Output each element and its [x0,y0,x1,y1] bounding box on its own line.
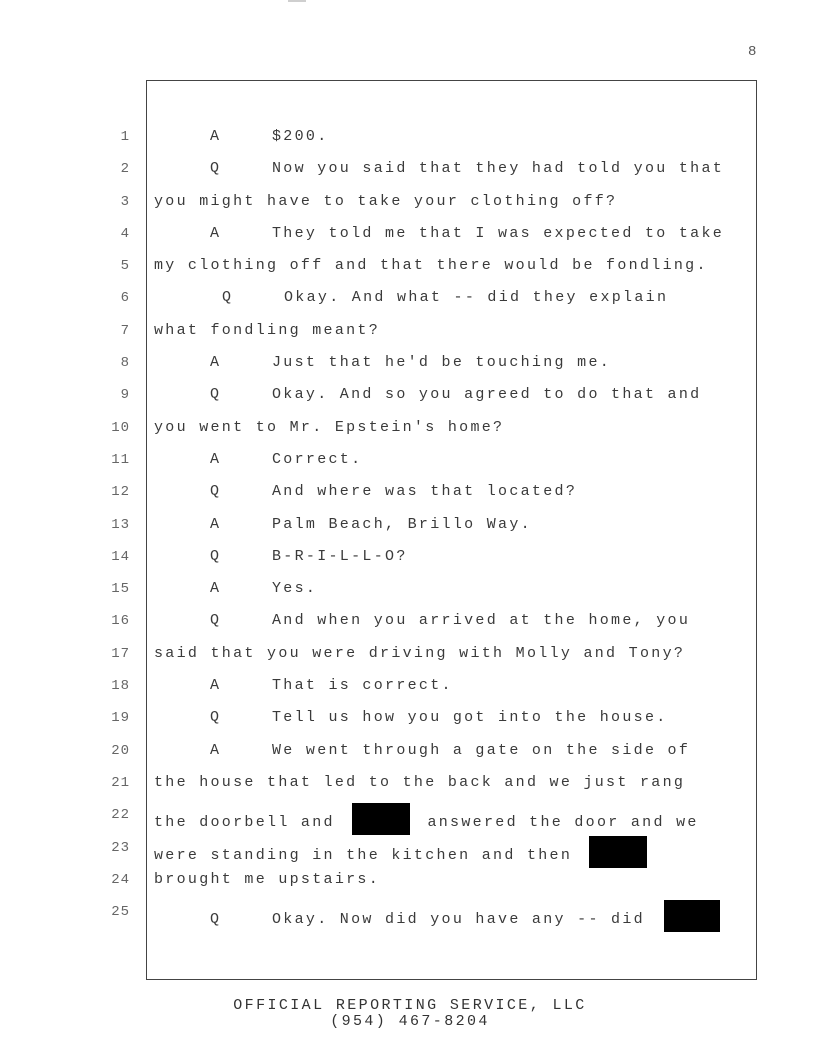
redaction-block [589,836,647,868]
line-text: They told me that I was expected to take [272,224,725,242]
speaker-label: A [210,580,222,598]
transcript-frame-bottom [146,979,756,980]
speaker-label: Q [210,483,222,501]
line-number: 24 [111,871,130,888]
line-text: Correct. [272,450,363,468]
transcript-line [154,577,754,609]
transcript-body [154,125,754,932]
line-text: We went through a gate on the side of [272,741,691,759]
line-number: 9 [120,387,130,404]
transcript-line [154,448,754,480]
line-text: Now you said that they had told you that [272,160,725,178]
transcript-frame-left [146,80,147,980]
transcript-line [154,351,754,383]
transcript-line [154,545,754,577]
line-text: you went to Mr. Epstein's home? [154,418,505,436]
line-number: 25 [111,904,130,921]
speaker-label: A [210,128,222,145]
line-number: 19 [111,710,130,727]
line-number: 2 [120,161,130,178]
line-number: 22 [111,807,130,824]
transcript-line [154,222,754,254]
line-text: Okay. And so you agreed to do that and [272,386,702,404]
transcript-line [154,254,754,286]
line-number: 4 [120,225,130,242]
line-text: brought me upstairs. [154,870,381,888]
transcript-line [154,125,754,157]
redaction-block [352,803,410,835]
line-text: Yes. [272,580,318,598]
line-text: And where was that located? [272,483,578,501]
transcript-line [154,771,754,803]
line-number: 5 [120,258,130,275]
transcript-line [154,900,754,932]
line-text: my clothing off and that there would be fondling. [154,257,708,275]
line-text: That is correct. [272,677,453,695]
transcript-line [154,416,754,448]
transcript-line [154,706,754,738]
scan-artifact [288,0,306,2]
speaker-label: Q [222,289,234,307]
line-number: 17 [111,645,130,662]
speaker-label: Q [210,709,222,727]
line-number: 8 [120,355,130,372]
line-text: the doorbell and [154,814,335,832]
line-number: 11 [111,451,130,468]
line-text: And when you arrived at the home, you [272,612,691,630]
transcript-line [154,190,754,222]
line-number: 12 [111,484,130,501]
transcript-line [154,803,754,835]
line-number: 14 [111,548,130,565]
line-text: you might have to take your clothing off? [154,192,618,210]
speaker-label: A [210,354,222,372]
transcript-line [154,480,754,512]
line-number: 3 [120,193,130,210]
line-number: 15 [111,581,130,598]
speaker-label: A [210,741,222,759]
line-text-continued: answered the door and we [427,814,699,832]
line-text: said that you were driving with Molly and Tony? [154,644,686,662]
transcript-frame-right [756,80,757,980]
line-number: 13 [111,516,130,533]
transcript-line [154,674,754,706]
transcript-line [154,609,754,641]
line-number: 1 [120,129,130,145]
transcript-line [154,319,754,351]
transcript-line [154,383,754,415]
transcript-line [154,157,754,189]
line-text: Palm Beach, Brillo Way. [272,515,532,533]
line-text: the house that led to the back and we just rang [154,773,686,791]
line-number: 20 [111,742,130,759]
line-text: Okay. Now did you have any -- did [272,911,645,929]
line-number: 7 [120,322,130,339]
line-number: 6 [120,290,130,307]
transcript-line [154,642,754,674]
line-text: Just that he'd be touching me. [272,354,612,372]
footer-company: OFFICIAL REPORTING SERVICE, LLC [233,997,587,1014]
line-number: 23 [111,839,130,856]
footer-phone: (954) 467-8204 [330,1013,490,1030]
line-text: were standing in the kitchen and then [154,846,573,864]
speaker-label: A [210,677,222,695]
speaker-label: Q [210,911,222,929]
line-text: what fondling meant? [154,321,381,339]
line-number: 10 [111,419,130,436]
line-number: 21 [111,774,130,791]
line-text: $200. [272,128,329,145]
line-text: B-R-I-L-L-O? [272,547,408,565]
speaker-label: A [210,224,222,242]
transcript-line [154,286,754,318]
speaker-label: Q [210,386,222,404]
page-number: 8 [748,44,757,60]
line-number: 18 [111,678,130,695]
line-number: 16 [111,613,130,630]
transcript-line [154,513,754,545]
speaker-label: Q [210,547,222,565]
transcript-line [154,836,754,868]
transcript-frame-top [146,80,756,81]
speaker-label: A [210,450,222,468]
speaker-label: A [210,515,222,533]
line-text: Tell us how you got into the house. [272,709,668,727]
speaker-label: Q [210,160,222,178]
transcript-line [154,868,754,900]
redaction-block [664,900,720,932]
line-text: Okay. And what -- did they explain [284,289,669,307]
transcript-line [154,739,754,771]
line-numbers-column [100,125,130,932]
speaker-label: Q [210,612,222,630]
